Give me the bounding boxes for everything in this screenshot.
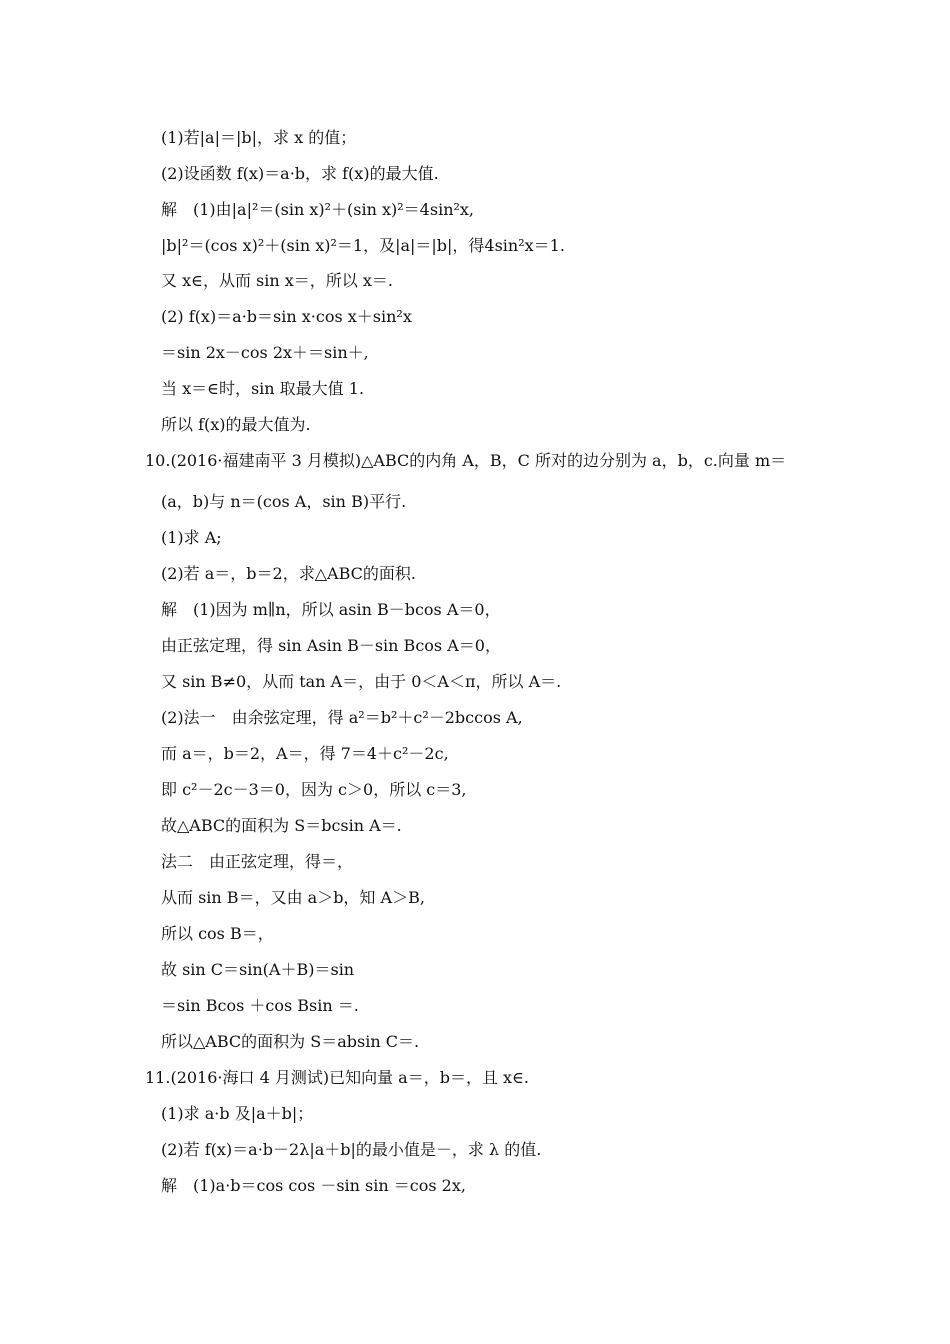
- text-line: (1)求 a·b 及|a＋b|；: [161, 1104, 314, 1123]
- text-line: 所以△ABC的面积为 S＝absin C＝.: [161, 1032, 420, 1051]
- text-line: (2)若 a＝，b＝2，求△ABC的面积.: [161, 564, 416, 583]
- text-line: 又 x∈，从而 sin x＝，所以 x＝.: [161, 271, 393, 290]
- text-line: 故△ABC的面积为 S＝bcsin A＝.: [161, 816, 402, 835]
- text-line: |b|²＝(cos x)²＋(sin x)²＝1，及|a|＝|b|，得4sin²x＝1.: [161, 236, 565, 255]
- text-line: (2)若 f(x)＝a·b－2λ|a＋b|的最小值是－，求 λ 的值.: [161, 1140, 542, 1159]
- text-line: 法二 由正弦定理，得＝，: [161, 852, 354, 871]
- text-line: 由正弦定理，得 sin Asin B－sin Bcos A＝0，: [161, 636, 501, 655]
- text-line: 故 sin C＝sin(A＋B)＝sin: [161, 960, 355, 979]
- problem-heading: 10.(2016·福建南平 3 月模拟)△ABC的内角 A，B，C 所对的边分别为 a，b，c.向量 m＝: [145, 451, 787, 470]
- text-line: ＝sin 2x－cos 2x＋＝sin＋,: [161, 343, 369, 362]
- text-line: (2)设函数 f(x)＝a·b，求 f(x)的最大值.: [161, 164, 439, 183]
- text-line: 又 sin B≠0，从而 tan A＝，由于 0＜A＜π，所以 A＝.: [161, 672, 562, 691]
- text-line: (2) f(x)＝a·b＝sin x·cos x＋sin²x: [161, 307, 412, 326]
- text-line: 而 a＝，b＝2，A＝，得 7＝4＋c²－2c,: [161, 744, 449, 763]
- text-line: (1)求 A;: [161, 528, 222, 547]
- text-line: 从而 sin B＝，又由 a＞b，知 A＞B,: [161, 888, 425, 907]
- text-line: ＝sin Bcos ＋cos Bsin ＝.: [161, 996, 359, 1015]
- text-line: 解 (1)a·b＝cos cos －sin sin ＝cos 2x,: [161, 1176, 466, 1195]
- text-line: 解 (1)由|a|²＝(sin x)²＋(sin x)²＝4sin²x,: [161, 200, 475, 219]
- text-line: 即 c²－2c－3＝0，因为 c＞0，所以 c＝3,: [161, 780, 467, 799]
- text-line: (a，b)与 n＝(cos A，sin B)平行.: [161, 492, 407, 511]
- text-line: 当 x＝∈时，sin 取最大值 1.: [161, 379, 365, 398]
- problem-heading: 11.(2016·海口 4 月测试)已知向量 a＝，b＝，且 x∈.: [145, 1068, 529, 1087]
- text-line: (2)法一 由余弦定理，得 a²＝b²＋c²－2bccos A,: [161, 708, 523, 727]
- text-line: 解 (1)因为 m∥n，所以 asin B－bcos A＝0，: [161, 600, 501, 619]
- text-line: 所以 f(x)的最大值为.: [161, 415, 311, 434]
- text-line: (1)若|a|＝|b|，求 x 的值；: [161, 128, 357, 147]
- text-line: 所以 cos B＝，: [161, 924, 274, 943]
